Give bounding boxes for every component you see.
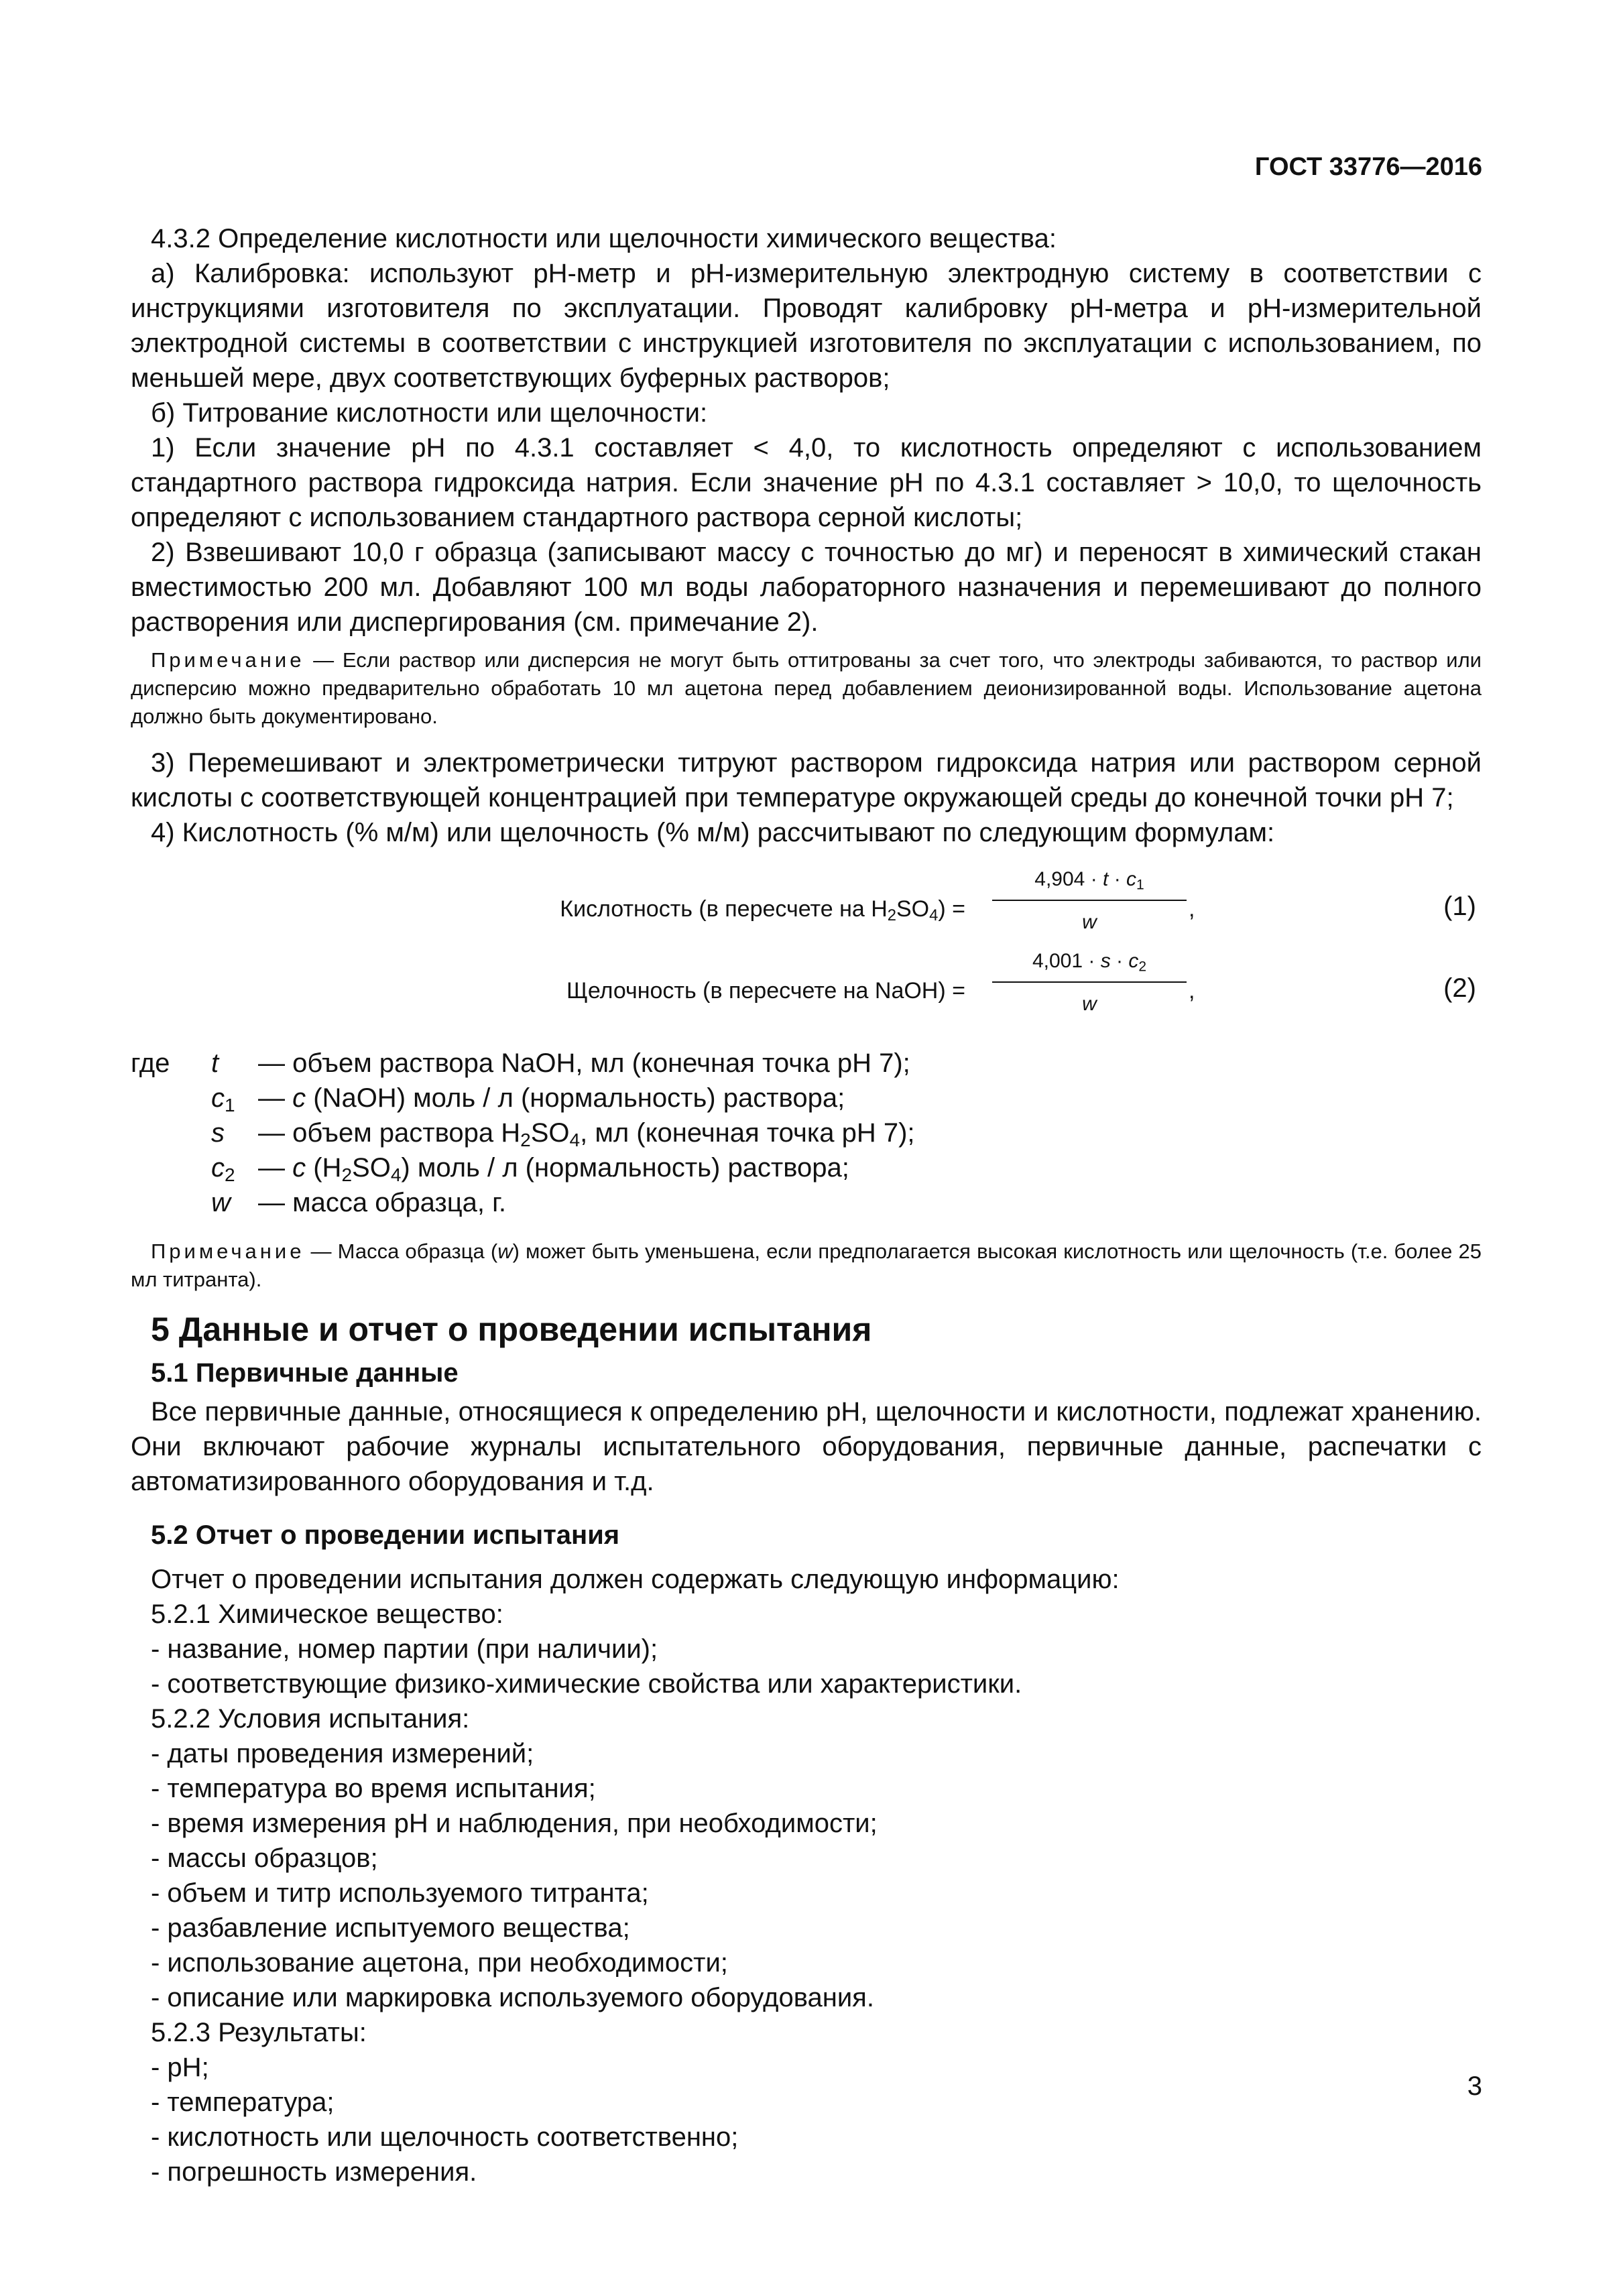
report-list-item: - температура; [151,2088,335,2117]
page-number: 3 [1467,2071,1482,2101]
step-4-paragraph: 4) Кислотность (% м/м) или щелочность (% м/м) рассчитывают по следующим формулам: [151,818,1275,847]
report-list-item: - название, номер партии (при наличии); [151,1634,658,1664]
report-list-item: Отчет о проведении испытания должен содержать следующую информацию: [151,1565,1120,1594]
note-text: — Если раствор или дисперсия не могут быть оттитрованы за счет того, что электроды забиваются, то раствор или дисперсию можно предварительно обработать 10 мл ацетона перед добавлением деионизированной воды. Использование ацетона должно быть документировано. [131,648,1482,728]
legend-row-c1: $c_1$ — c (NaOH) моль / л (нормальность) раствора; [211,1083,845,1115]
report-list-item: - описание или маркировка используемого оборудования. [151,1983,874,2012]
formula-acidity-lhs: Кислотность (в пересчете на $H_2SO_4$) = [560,896,965,924]
formula-alkalinity-fraction [992,944,1187,1022]
report-list-item: - кислотность или щелочность соответственно; [151,2122,739,2152]
formula-acidity-denominator: w [1082,911,1097,933]
formula-alkalinity-denominator: w [1082,993,1097,1015]
formula-alkalinity-numerator: $4,001 \cdot s \cdot c_2$ [992,944,1187,983]
section-5-2-title: 5.2 Отчет о проведении испытания [151,1520,620,1550]
formula-alkalinity-lhs: Щелочность (в пересчете на NaOH) = [566,978,965,1004]
report-list-item: - время измерения рН и наблюдения, при необходимости; [151,1809,878,1838]
step-3-paragraph: 3) Перемешивают и электрометрически титруют раствором гидроксида натрия или раствором серной кислоты с соответствующей концентрацией при температуре окружающей среды до конечной точки рН 7; [131,748,1482,812]
report-list-item: - погрешность измерения. [151,2157,477,2187]
report-requirements-list [131,1562,1482,2189]
formula-number-2: (2) [1443,973,1476,1003]
note-acetone [131,646,1482,731]
report-list-item: - даты проведения измерений; [151,1739,534,1768]
note-label: Примечание [151,648,305,672]
note-sample-mass: Примечание — Масса образца (w) может быть уменьшена, если предполагается высокая кислотность или щелочность (т.е. более 25 мл титранта). [131,1240,1482,1291]
calibration-paragraph: а) Калибровка: используют рН-метр и рН-измерительную электродную систему в соответствии с инструкциями изготовителя по эксплуатации. Проводят калибровку рН-метра и рН-измерительной электродной системы в соответствии с инструкцией изготовителя по эксплуатации с использованием, по меньшей мере, двух соответствующих буферных растворов; [131,259,1482,393]
legend-row-t: где t — объем раствора NaOH, мл (конечная точка рН 7); [131,1048,910,1078]
standard-header: ГОСТ 33776—2016 [1254,153,1482,181]
report-list-item: 5.2.2 Условия испытания: [151,1704,470,1734]
section-5-1-text: Все первичные данные, относящиеся к определению рН, щелочности и кислотности, подлежат хранению. Они включают рабочие журналы испытательного оборудования, первичные данные, распечатки с автоматизированного оборудования и т.д. [131,1397,1482,1496]
report-list-item: - объем и титр используемого титранта; [151,1878,649,1908]
formula-number-1: (1) [1443,892,1476,921]
formula-acidity: Кислотность (в пересчете на $H_2SO_4$) = $\frac{4,904 \cdot t \cdot c_1}{w}$ , (1) [131,862,1482,944]
legend-row-c2: $c_2$ — c $(H_2SO_4)$ моль / л (нормальность) раствора; [211,1153,849,1185]
legend-row-w: w — масса образца, г. [211,1188,506,1217]
formula-alkalinity: Щелочность (в пересчете на NaOH) = $\frac{4,001 \cdot s \cdot c_2}{w}$ , (2) [131,944,1482,1026]
report-list-item: 5.2.3 Результаты: [151,2018,367,2047]
step-1-paragraph: 1) Если значение рН по 4.3.1 составляет < 4,0, то кислотность определяют с использованием стандартного раствора гидроксида натрия. Если значение рН по 4.3.1 составляет > 10,0, то щелочность определяют с использованием стандартного раствора серной кислоты; [131,433,1482,532]
report-list-item: - температура во время испытания; [151,1774,596,1803]
page-content [131,221,1482,2189]
legend-row-s: s — объем раствора $H_2SO_4$, мл (конечная точка рН 7); [211,1118,915,1150]
report-list-item: - рН; [151,2053,209,2082]
report-list-item: - соответствующие физико-химические свойства или характеристики. [151,1669,1022,1699]
titration-heading: б) Титрование кислотности или щелочности: [151,398,708,428]
report-list-item: - разбавление испытуемого вещества; [151,1913,630,1943]
report-list-item: 5.2.1 Химическое вещество: [151,1599,503,1629]
step-2-paragraph: 2) Взвешивают 10,0 г образца (записывают массу с точностью до мг) и переносят в химический стакан вместимостью 200 мл. Добавляют 100 мл воды лабораторного назначения и перемешивают до полного растворения или диспергирования (см. примечание 2). [131,538,1482,637]
section-4-3-2-title: 4.3.2 Определение кислотности или щелочности химического вещества: [151,224,1057,253]
formula-acidity-numerator: $4,904 \cdot t \cdot c_1$ [992,862,1187,901]
formula-legend [131,1046,1482,1220]
section-5-1-title: 5.1 Первичные данные [151,1358,459,1388]
section-5-title: 5 Данные и отчет о проведении испытания [151,1311,872,1348]
report-list-item: - массы образцов; [151,1844,378,1873]
formula-acidity-fraction [992,862,1187,940]
report-list-item: - использование ацетона, при необходимости; [151,1948,728,1978]
